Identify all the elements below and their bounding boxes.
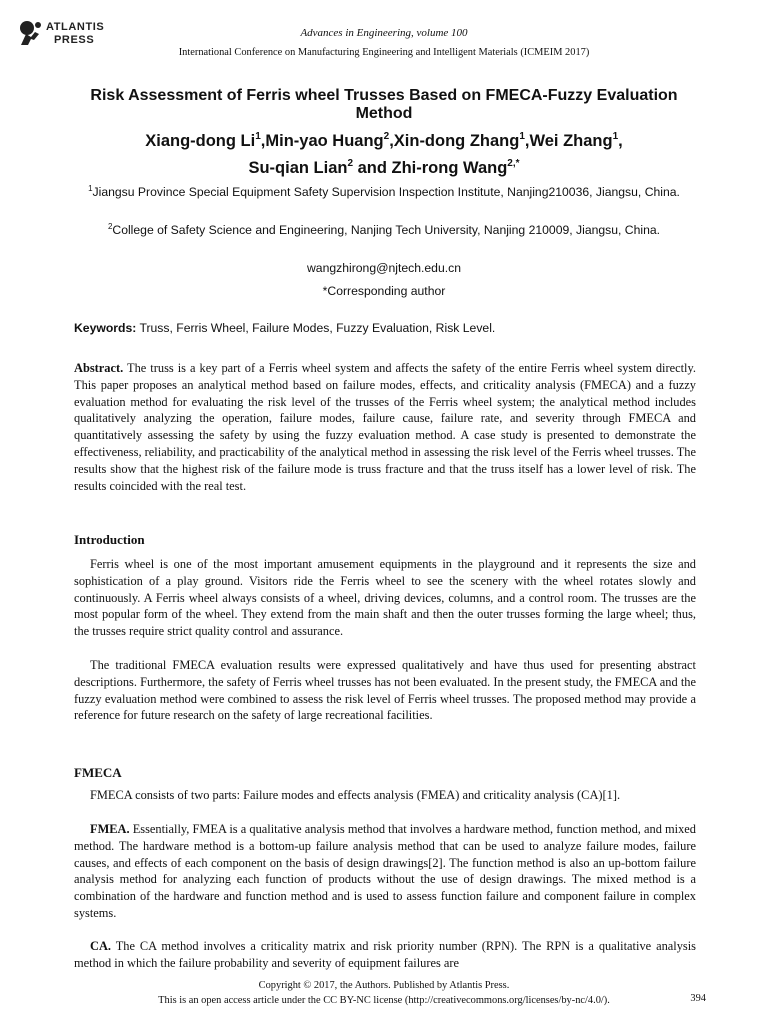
author-affil-marker: 2 [347, 158, 354, 169]
paragraph-text: Essentially, FMEA is a qualitative analysis method that involves a hardware method, function method, and mixed method. The hardware method is a bottom-up failure analysis method that can be used to analyze failure modes, failure causes, and effects of each component on the basis of design drawings[2]. The function method is also an up-bottom failure analysis method for analyzing each function of products without the use of design drawings. The mixed method is a combination of the hardware and function method and is used to assess function failure and component failure in complex systems. [74, 822, 696, 920]
paper-title: Risk Assessment of Ferris wheel Trusses Based on FMECA-Fuzzy Evaluation Method [90, 87, 678, 122]
corresponding-email: wangzhirong@njtech.edu.cn [307, 261, 461, 275]
author-affil-marker: 2 [383, 131, 390, 142]
publisher-name-line1: ATLANTIS [46, 21, 105, 33]
author-line-1 [0, 131, 768, 151]
affiliation-text: Jiangsu Province Special Equipment Safety Supervision Inspection Institute, Nanjing210036, Jiangsu, China. [92, 185, 680, 199]
abstract [74, 360, 696, 494]
affiliation-marker: 2 [107, 222, 113, 231]
body-paragraph: The traditional FMECA evaluation results were expressed qualitatively and have thus used for presenting abstract descriptions. Furthermore, the safety of Ferris wheel trusses has not been evaluated. In the present study, the FMECA and the fuzzy evaluation method were combined to assess the risk level of Ferris wheel trusses. The proposed method may provide a reference for future research on the safety of large recreational facilities. [74, 658, 696, 723]
conference-title: International Conference on Manufacturing Engineering and Intelligent Materials (ICMEIM 2017) [178, 47, 590, 58]
keywords-label: Keywords: [74, 321, 137, 335]
author-affil-marker: 1 [519, 131, 525, 142]
author-name: Su-qian Lian [248, 159, 348, 177]
journal-title: Advances in Engineering, volume 100 [300, 27, 468, 39]
author-affil-marker: 2,* [507, 158, 520, 169]
keywords-text: Truss, Ferris Wheel, Failure Modes, Fuzzy Evaluation, Risk Level. [136, 321, 496, 335]
license-line: This is an open access article under the CC BY-NC license (http://creativecommons.org/licenses/by-nc/4.0/). [158, 995, 610, 1006]
author-name: and Zhi-rong Wang [353, 159, 508, 177]
author-affil-marker: 1 [255, 131, 261, 142]
body-paragraph: Ferris wheel is one of the most important amusement equipments in the playground and it represents the size and sophistication of a play ground. Visitors ride the Ferris wheel to see the scenery with the wheel rotates slowly and continuously. A Ferris wheel always consists of a wheel, driving devices, columns, and a control room. The trusses are the most popular form of the wheel. They extend from the main shaft and then the outer trusses forming the large wheel; thus, the trusses require strict quality control and assurance. [74, 557, 696, 639]
abstract-label: Abstract. [74, 361, 124, 375]
paragraph-text: The CA method involves a criticality matrix and risk priority number (RPN). The RPN is a qualitative analysis method in which the failure probability and severity of equipment failures are [74, 939, 696, 970]
affiliation-marker: 1 [88, 184, 93, 193]
affiliation-text: College of Safety Science and Engineering, Nanjing Tech University, Nanjing 210009, Jiangsu, China. [112, 223, 661, 237]
paragraph-label: FMEA. [90, 822, 130, 836]
keywords [74, 321, 696, 335]
section-heading-fmeca: FMECA [74, 765, 122, 780]
body-paragraph: FMECA consists of two parts: Failure modes and effects analysis (FMEA) and criticality analysis (CA)[1]. [90, 788, 621, 802]
body-paragraph [74, 938, 696, 972]
affiliation-2 [70, 222, 698, 239]
body-paragraph [74, 821, 696, 922]
copyright-line: Copyright © 2017, the Authors. Published by Atlantis Press. [258, 980, 510, 991]
author-name: Xiang-dong Li [145, 132, 256, 150]
author-name: ,Xin-dong Zhang [389, 132, 520, 150]
abstract-text: The truss is a key part of a Ferris wheel system and affects the safety of the entire Ferris wheel system directly. This paper proposes an analytical method based on failure modes, effects, and criticality analysis (FMECA) and a fuzzy evaluation method for evaluating the risk level of the trusses of the Ferris wheel system; the analytical method includes qualitatively analyzing the operation, failure modes, failure cause, failure rate, and severity through FMECA and quantitatively assessing the safety by using the fuzzy evaluation method. A case study is presented to demonstrate the effectiveness, reliability, and practicability of the analytical method in assessing the risk level of the Ferris wheel trusses. The results show that the highest risk of the failure mode is truss fracture and that the truss itself has a lower level of risk. The results coincided with the real test. [74, 361, 696, 493]
page-number: 394 [690, 993, 706, 1004]
author-separator: , [618, 132, 623, 150]
author-affil-marker: 1 [612, 131, 619, 142]
author-name: ,Min-yao Huang [260, 132, 384, 150]
affiliation-1 [70, 184, 698, 201]
corresponding-author-note: *Corresponding author [322, 284, 446, 298]
author-name: ,Wei Zhang [524, 132, 613, 150]
section-heading-introduction: Introduction [74, 532, 145, 547]
author-line-2 [0, 158, 768, 178]
paragraph-label: CA. [90, 939, 111, 953]
publisher-name-line2: PRESS [54, 34, 95, 46]
